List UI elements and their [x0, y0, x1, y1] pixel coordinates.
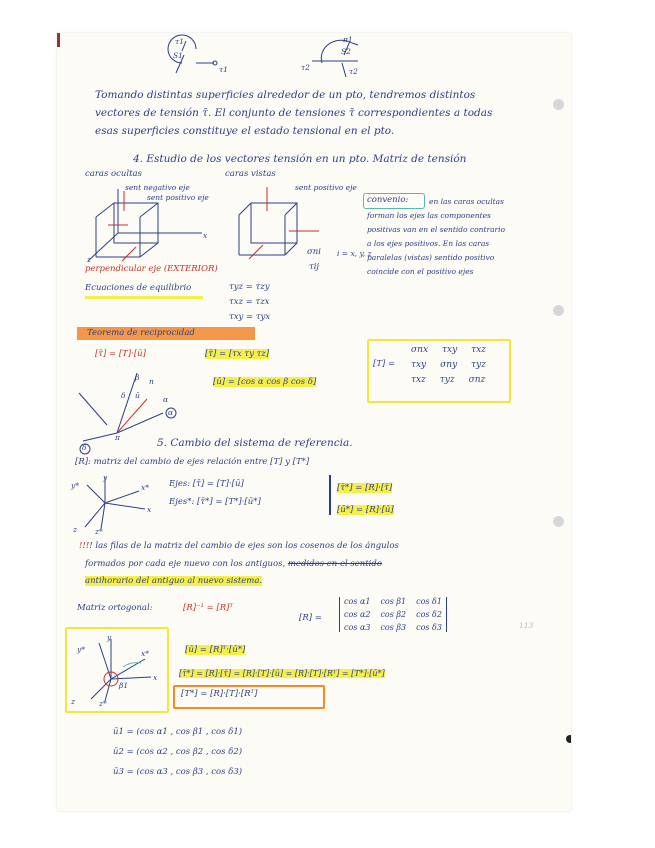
- diagram-label: β: [135, 373, 140, 382]
- reciprocidad-title: Teorema de reciprocidad: [87, 328, 195, 338]
- axis-label: x*: [141, 649, 149, 658]
- diagram-label: α: [168, 408, 174, 417]
- axis-label: z: [73, 525, 77, 534]
- equation: [ū*] = [R]·[ū]: [337, 505, 394, 515]
- r-definition: [R]: matriz del cambio de ejes relación entre [T] y [T*]: [75, 457, 310, 467]
- matrix-label: [T] =: [373, 359, 396, 369]
- diagram-label: δ: [82, 443, 87, 452]
- tau-label: τij: [309, 262, 320, 272]
- ortogonal-eq: [R]⁻¹ = [R]ᵀ: [183, 603, 234, 613]
- convenio-line: en las caras ocultas: [429, 197, 504, 206]
- equation: Ejes: [τ̄] = [T]·[ū]: [169, 479, 244, 489]
- sketch-label: π1: [343, 35, 353, 44]
- axis-label: x: [147, 505, 152, 514]
- convenio-line: positivas van en el sentido contrario: [367, 225, 506, 234]
- axis-label: y: [107, 633, 112, 642]
- diagram-label: π: [115, 433, 120, 442]
- equilibrio-label: Ecuaciones de equilibrio: [85, 283, 192, 293]
- equation-tvec: [τ̄] = [τx τy τz]: [205, 349, 270, 359]
- note-line: antihorario del antiguo al nuevo sistema.: [85, 576, 263, 586]
- sketch-label: τ1: [175, 37, 184, 46]
- note-line: !!!! las filas de la matriz del cambio de ejes son los cosenos de los ángulos: [79, 541, 399, 551]
- intro-line: esas superficies constituye el estado tensional en el pto.: [95, 125, 395, 137]
- equilibrio-eq: τyz = τzy: [229, 282, 270, 292]
- axis-x-label: x: [203, 231, 208, 240]
- axis-z-label: z: [87, 255, 91, 264]
- punch-hole: [553, 516, 564, 527]
- label-sent-positivo: sent positivo eje: [147, 193, 209, 202]
- equilibrio-eq: τxy = τyx: [229, 312, 271, 322]
- red-margin-mark: [57, 33, 60, 47]
- sketch-label: S1: [173, 51, 183, 60]
- section-5-title: 5. Cambio del sistema de referencia.: [157, 437, 353, 449]
- sketch-label: τ2: [301, 63, 310, 72]
- r-matrix-label: [R] =: [299, 613, 322, 623]
- ortogonal-label: Matriz ortogonal:: [77, 603, 153, 613]
- intro-line: Tomando distintas superficies alrededor de un pto, tendremos distintos: [95, 89, 476, 101]
- equation: [τ̄*] = [R]·[τ̄]: [337, 483, 393, 493]
- equation-result: [T*] = [R]·[T]·[Rᵀ]: [181, 689, 258, 699]
- axis-label: β1: [119, 681, 129, 690]
- normal-vector-diagram: [77, 363, 187, 443]
- axis-label: z*: [99, 699, 107, 708]
- axis-label: x*: [141, 483, 149, 492]
- sketch-label: τ2: [349, 67, 358, 76]
- label-sent-positivo: sent positivo eje: [295, 183, 357, 192]
- stress-surface-sketch: [152, 35, 372, 85]
- axis-label: y*: [71, 481, 79, 490]
- axis-label: z*: [95, 527, 103, 536]
- highlight-underline: [85, 296, 203, 299]
- unit-vector: ū1 = (cos α1 , cos β1 , cos δ1): [113, 727, 243, 737]
- unit-vector: ū3 = (cos α3 , cos β3 , cos δ3): [113, 767, 243, 777]
- punch-hole-dark: [566, 735, 571, 743]
- sketch-label: S2: [341, 47, 351, 56]
- axes-change-diagram: [75, 473, 165, 533]
- equation: Ejes*: [τ̄*] = [T*]·[ū*]: [169, 497, 261, 507]
- axis-label: y: [103, 473, 108, 482]
- label-caras-vistas: caras vistas: [225, 169, 276, 179]
- equation-chain: [τ̄*] = [R]·[τ̄] = [R]·[T]·[ū] = [R]·[T]·[Rᵀ] = [T*]·[ū*]: [179, 669, 385, 678]
- punch-hole: [553, 305, 564, 316]
- sketch-label: τ1: [219, 65, 228, 74]
- separator: [329, 475, 331, 515]
- perpendicular-note: perpendicular eje (EXTERIOR): [85, 264, 218, 274]
- rotation-matrix: cos α1 cos β1 cos δ1 cos α2 cos β2 cos δ2 cos α3 cos β3 cos δ3: [339, 597, 447, 632]
- convenio-line: forman los ejes las componentes: [367, 211, 491, 220]
- equilibrio-eq: τxz = τzx: [229, 297, 270, 307]
- equation-u: [ū] = [cos α cos β cos δ]: [213, 377, 317, 387]
- sigma-label: σni: [307, 247, 321, 257]
- convenio-line: coincide con el positivo ejes: [367, 267, 474, 276]
- sigma-range: i = x, y, z: [337, 249, 372, 258]
- axis-label: x: [153, 673, 158, 682]
- axis-label: y*: [77, 645, 85, 654]
- note-line: formados por cada eje nuevo con los antiguos, medidos en el sentido: [85, 559, 382, 569]
- hidden-faces-cube-diagram: [82, 185, 222, 267]
- equation-u-transform: [ū] = [R]ᵀ·[ū*]: [185, 645, 246, 655]
- punch-hole: [553, 99, 564, 110]
- section-4-title: 4. Estudio de los vectores tensión en un pto. Matriz de tensión: [133, 153, 467, 165]
- diagram-label: n: [149, 377, 154, 386]
- axis-label: z: [71, 697, 75, 706]
- equation-t: [τ̄] = [T]·[ū]: [95, 349, 146, 359]
- label-caras-ocultas: caras ocultas: [85, 169, 142, 179]
- rotated-axes-diagram: [71, 633, 161, 705]
- stress-matrix: σnx τxy τxz τxy σny τyz τxz τyz σnz: [411, 345, 486, 385]
- notebook-page: [57, 33, 571, 811]
- diagram-label: ū: [135, 391, 140, 400]
- diagram-label: δ: [121, 391, 126, 400]
- label-sent-negativo: sent negativo eje: [125, 183, 190, 192]
- convenio-word: convenio:: [367, 195, 409, 205]
- unit-vector: ū2 = (cos α2 , cos β2 , cos δ2): [113, 747, 243, 757]
- diagram-label: α: [163, 395, 169, 404]
- convenio-line: paralelas (vistas) sentido positivo: [367, 253, 495, 262]
- convenio-line: a los ejes positivos. En las caras: [367, 239, 490, 248]
- intro-line: vectores de tensión τ̄. El conjunto de tensiones τ̄ correspondientes a todas: [95, 107, 493, 119]
- page-mark: 113: [519, 621, 534, 630]
